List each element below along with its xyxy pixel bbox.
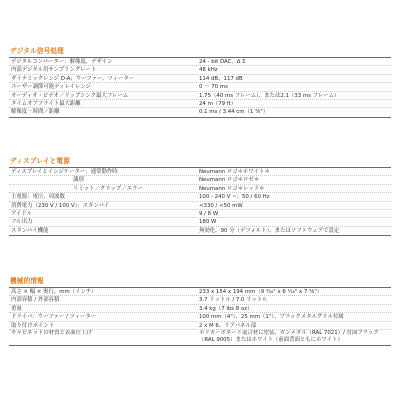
spec-label: スタンバイ機能 — [11, 227, 49, 234]
section-title: デジタル信号処理 — [10, 47, 64, 55]
spec-row — [9, 288, 391, 296]
spec-label: ユーザー調節可能ディレイレンジ — [11, 84, 91, 91]
spec-row — [9, 305, 391, 313]
spec-row — [9, 313, 391, 321]
spec-row — [9, 218, 391, 226]
spec-value: 0.1 ms / 3.44 cm（1 ³⁄₈"） — [199, 109, 269, 116]
spec-value: 24 - bit DAC、Δ Σ — [199, 59, 246, 65]
spec-row — [9, 168, 391, 176]
spec-label: 内部容積 / 外部容積 — [11, 297, 60, 304]
spec-row — [9, 83, 391, 91]
spec-label: タイムオブフライト最大距離 — [11, 100, 81, 107]
spec-label: 識別 — [73, 177, 84, 184]
spec-label: ダイナミックレンジ D-A；ウーファー、ツィーター — [11, 75, 135, 82]
spec-value: 1.75（40 ms フレーム）、または2.1（33 ms フレーム） — [199, 92, 340, 99]
spec-table — [9, 57, 391, 118]
spec-row — [9, 176, 391, 184]
section-digital-signal-processing — [9, 46, 391, 118]
spec-value: 100 - 240 V ~；50 / 60 Hz — [199, 194, 270, 201]
spec-row — [9, 75, 391, 83]
spec-row — [9, 92, 391, 100]
spec-label: ドライバ：ウーファー / ツィーター — [11, 314, 97, 321]
spec-value: 無効化、90 分（デフォルト）、またはソフトウェアで設定 — [199, 227, 340, 234]
spec-row — [9, 330, 391, 345]
section-title: ディスプレイと電源 — [10, 157, 71, 165]
spec-row — [9, 58, 391, 66]
section-display-and-power — [9, 156, 391, 236]
spec-value: 3.4 kg（7 lbs 8 oz） — [199, 305, 253, 312]
spec-row — [9, 193, 391, 201]
spec-label: キャビネットの材質と表面仕上げ — [11, 329, 92, 336]
spec-value: <330 / <50 mW — [199, 202, 243, 209]
spec-value: 3.7 リットル / 7.0 リットル — [199, 297, 268, 304]
spec-label: 主電源：電圧、周波数 — [11, 194, 65, 201]
spec-value: Neumann ロゴ＊ロゼ＊ — [199, 177, 260, 184]
spec-value: 114 dB、117 dB — [199, 75, 243, 82]
spec-value: 233 x 154 x 194 mm（9 ³⁄₁₆" x 6 ¹⁄₁₆" x 7 ⁵⁄₈"） — [199, 289, 323, 295]
spec-label: オーディオ・ビデオ／リップシンク最大フレーム — [11, 92, 129, 99]
spec-value: Neumann ロゴ＊レッド＊ — [199, 185, 265, 192]
spec-value: 48 kHz — [199, 67, 218, 74]
spec-value: 9 / 8 W — [199, 210, 219, 217]
spec-row — [9, 100, 391, 108]
section-mechanical — [9, 276, 391, 346]
spec-value: 2 x M 6、リアパネル部 — [199, 322, 257, 329]
spec-table — [9, 167, 391, 236]
spec-label: 取り付けポイント — [11, 322, 55, 329]
spec-row — [9, 66, 391, 74]
spec-row — [9, 185, 391, 193]
spec-label: リミット／クリップ／エラー — [73, 185, 143, 192]
spec-label: 内部デジタル用サンプリングレート — [11, 67, 97, 74]
spec-row — [9, 227, 391, 235]
spec-label: デジタルコンバーター：解像度、デザイン — [11, 59, 113, 65]
spec-value: 0 〜 70 ms — [199, 84, 228, 91]
spec-label: 重量 — [11, 305, 22, 312]
spec-row — [9, 210, 391, 218]
spec-label: ディスプレイとインジケーター：通常動作時 — [11, 169, 118, 175]
spec-table — [9, 287, 391, 346]
spec-row — [9, 322, 391, 330]
spec-label: フル出力 — [11, 219, 33, 226]
spec-value: 24 m（79 ft） — [199, 100, 237, 107]
spec-label: 解像度－時間／距離 — [11, 109, 60, 116]
spec-label: 消費電力（230 V / 100 V）：スタンバイ — [11, 202, 110, 209]
spec-value: ポリカーボネート混合材に塗装、ガンメタル（RAL 7021）/ 背面ブラック（RAL 9005）またはホワイト（前面背面ともにホワイト） — [199, 329, 379, 344]
section-title: 機械的情報 — [10, 277, 44, 285]
spec-row — [9, 296, 391, 304]
spec-value: Neumann ロゴ＊ホワイト＊ — [199, 169, 270, 175]
spec-label: アイドル — [11, 210, 33, 217]
spec-row — [9, 108, 391, 116]
spec-label: 高さ × 幅 × 奥行、mm（インチ） — [11, 289, 97, 295]
spec-value: 100 mm（4"）、25 mm（1"）、ブラックメタルグリル付属 — [199, 314, 344, 321]
spec-value: 180 W — [199, 219, 217, 226]
spec-row — [9, 202, 391, 210]
